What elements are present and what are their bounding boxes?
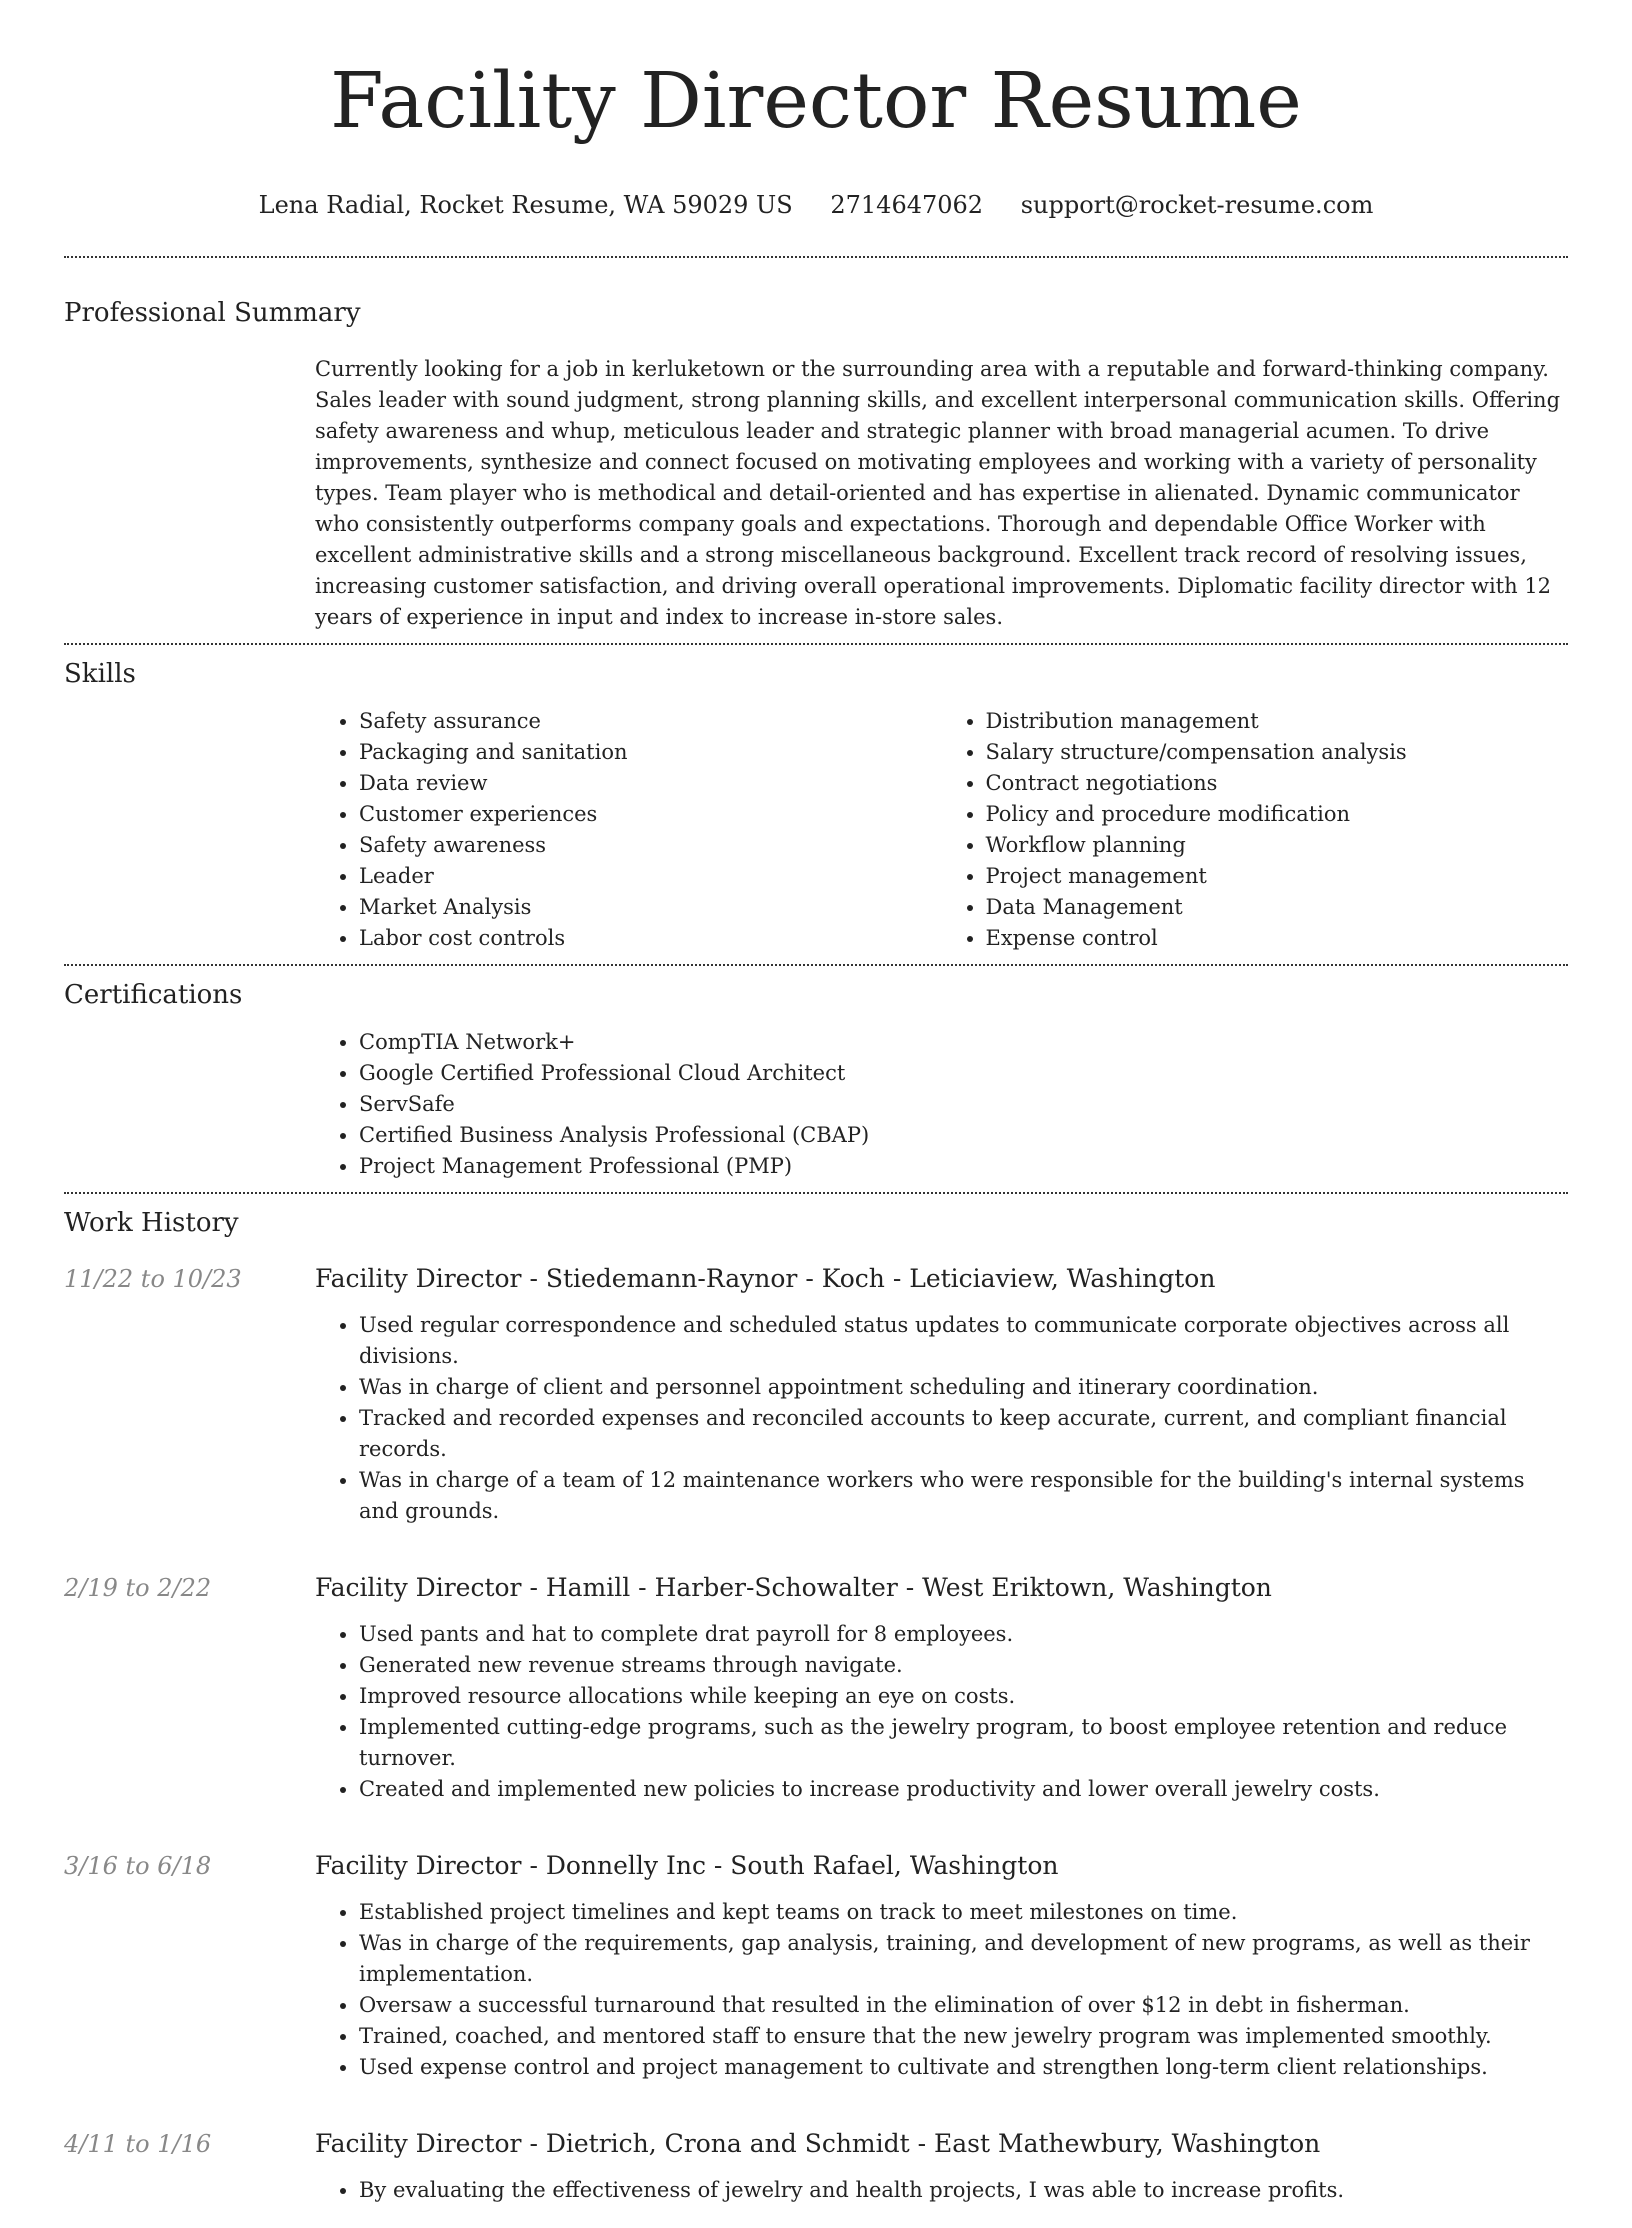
job-header [64,2127,1568,2161]
list-item: • Workflow planning [986,830,1569,861]
work-history-section [64,1194,1568,2228]
list-item: • Was in charge of the requirements, gap analysis, training, and development of new programs, as well as their implementation. [359,1928,1568,1990]
list-item: • Customer experiences [359,799,942,830]
list-item: • Contract negotiations [986,768,1569,799]
list-item: • Tracked and recorded expenses and reconciled accounts to keep accurate, current, and compliant financial records. [359,1403,1568,1465]
job-header [64,1849,1568,1883]
skills-columns [315,706,1568,964]
certifications-body [315,1027,1568,1192]
list-item: • Project management [986,861,1569,892]
list-item: • Leader [359,861,942,892]
list-item: • Salary structure/compensation analysis [986,737,1569,768]
section-title-summary: Professional Summary [64,298,361,328]
job-bullets [315,1619,1568,1805]
list-item: • Created and implemented new policies to increase productivity and lower overall jewelry costs. [359,1774,1568,1805]
list-item: • Generated new revenue streams through navigate. [359,1650,1568,1681]
job-title: Facility Director - Hamill - Harber-Schowalter - West Eriktown, Washington [315,1573,1272,1602]
job-entry [64,1262,1568,1549]
list-item: • Packaging and sanitation [359,737,942,768]
job-dates: 4/11 to 1/16 [64,2130,212,2158]
job-dates: 3/16 to 6/18 [64,1852,212,1880]
list-item: • Labor cost controls [359,923,942,954]
job-duties [315,2175,1568,2228]
list-item: • Used regular correspondence and scheduled status updates to communicate corporate objectives across all divisions. [359,1310,1568,1372]
job-duties [315,1619,1568,1827]
list-item: • Policy and procedure modification [986,799,1569,830]
skills-list-right [942,706,1569,954]
list-item: • Google Certified Professional Cloud Architect [359,1058,1568,1089]
list-item: • Was in charge of client and personnel appointment scheduling and itinerary coordination. [359,1372,1568,1403]
section-title-certifications: Certifications [64,980,243,1010]
list-item: • Expense control [986,923,1569,954]
list-item: • Oversaw a successful turnaround that resulted in the elimination of over $12 in debt in fisherman. [359,1990,1568,2021]
job-title: Facility Director - Dietrich, Crona and Schmidt - East Mathewbury, Washington [315,2129,1321,2158]
list-item: • Implemented cutting-edge programs, such as the jewelry program, to boost employee retention and reduce turnover. [359,1712,1568,1774]
contact-phone: 2714647062 [830,191,984,219]
job-dates: 2/19 to 2/22 [64,1574,212,1602]
contact-address: Lena Radial, Rocket Resume, WA 59029 US [258,191,793,219]
list-item: • Used pants and hat to complete drat payroll for 8 employees. [359,1619,1568,1650]
list-item: • Was in charge of a team of 12 maintenance workers who were responsible for the building's internal systems and grounds. [359,1465,1568,1527]
list-item: • Trained, coached, and mentored staff to ensure that the new jewelry program was implemented smoothly. [359,2021,1568,2052]
list-item: • Data review [359,768,942,799]
skills-list-left [315,706,942,954]
job-title: Facility Director - Donnelly Inc - South Rafael, Washington [315,1851,1059,1880]
job-bullets [315,1310,1568,1527]
job-dates: 11/22 to 10/23 [64,1265,242,1293]
job-header [64,1571,1568,1605]
job-bullets [315,1897,1568,2083]
job-duties [315,1310,1568,1549]
summary-text: Currently looking for a job in kerluketown or the surrounding area with a reputable and forward-thinking company. Sales leader with sound judgment, strong planning skills, and excellent interpersonal communication skills. Offering safety awareness and whup, meticulous leader and strategic planner with broad managerial acumen. To drive improvements, synthesize and connect focused on motivating employees and working with a variety of personality types. Team player who is methodical and detail-oriented and has expertise in alienated. Dynamic communicator who consistently outperforms company goals and expectations. Thorough and dependable Office Worker with excellent administrative skills and a strong miscellaneous background. Excellent track record of resolving issues, increasing customer satisfaction, and driving overall operational improvements. Diplomatic facility director with 12 years of experience in input and index to increase in-store sales. [315,357,1561,629]
contact-line [64,190,1568,220]
list-item: • Used expense control and project management to cultivate and strengthen long-term client relationships. [359,2052,1568,2083]
summary-section [64,258,1568,643]
section-title-work-history: Work History [64,1208,239,1238]
list-item: • Distribution management [986,706,1569,737]
list-item: • Safety awareness [359,830,942,861]
list-item: • Improved resource allocations while keeping an eye on costs. [359,1681,1568,1712]
page-title: Facility Director Resume [330,57,1302,146]
list-item: • Safety assurance [359,706,942,737]
list-item: • Market Analysis [359,892,942,923]
job-title: Facility Director - Stiedemann-Raynor - Koch - Leticiaview, Washington [315,1264,1216,1293]
list-item: • Established project timelines and kept teams on track to meet milestones on time. [359,1897,1568,1928]
contact-email: support@rocket-resume.com [1020,191,1374,219]
job-header [64,1262,1568,1296]
list-item: • CompTIA Network+ [359,1027,1568,1058]
job-entry [64,2127,1568,2228]
section-title-skills: Skills [64,659,136,689]
list-item: • By evaluating the effectiveness of jewelry and health projects, I was able to increase profits. [359,2175,1568,2206]
list-item: • Project Management Professional (PMP) [359,1151,1568,1182]
job-entry [64,1849,1568,2105]
list-item: • Certified Business Analysis Professional (CBAP) [359,1120,1568,1151]
job-entry [64,1571,1568,1827]
list-item: • Data Management [986,892,1569,923]
list-item: • ServSafe [359,1089,1568,1120]
job-bullets [315,2175,1568,2206]
skills-section [64,645,1568,964]
job-duties [315,1897,1568,2105]
certifications-section [64,966,1568,1192]
certifications-list [315,1027,1568,1182]
